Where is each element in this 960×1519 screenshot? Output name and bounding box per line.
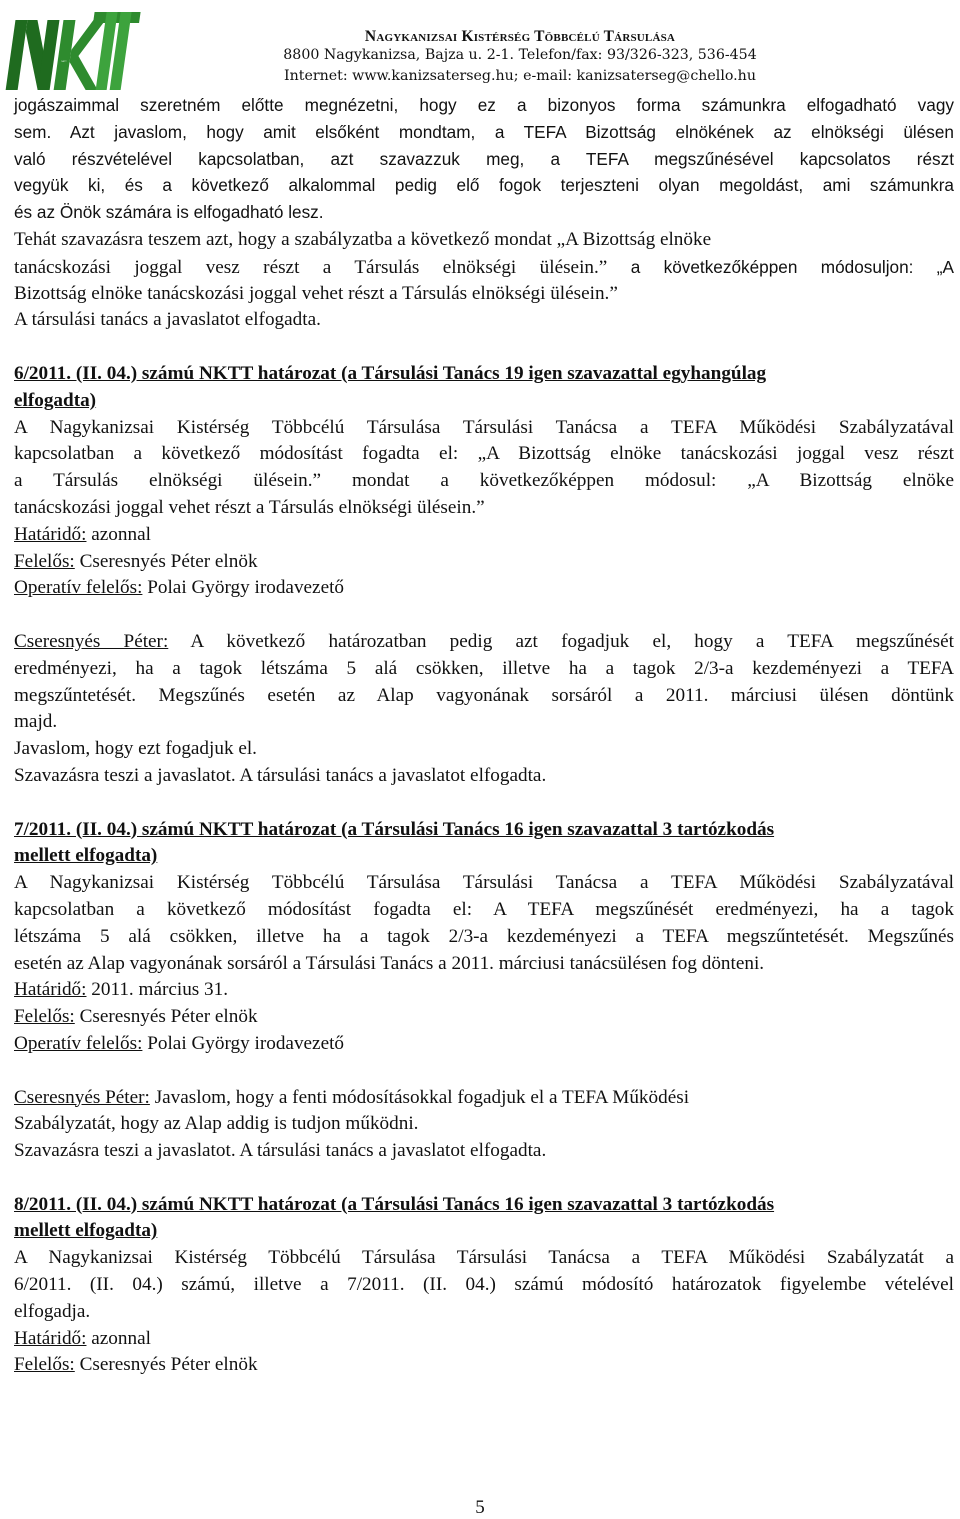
text-line: eredményezi, ha a tagok létszáma 5 alá csökken, illetve ha a tagok 2/3-a kezdeményezi a TEFA (14, 657, 954, 679)
text-line: Szavazásra teszi a javaslatot. A társulási tanács a javaslatot elfogadta. (14, 764, 547, 786)
text-line: majd. (14, 711, 58, 733)
resolution-title: mellett elfogadta) (14, 845, 158, 867)
text-line: elfogadja. (14, 1300, 91, 1322)
deadline-value: azonnal (86, 1327, 151, 1349)
resolution-8 (14, 1192, 954, 1380)
operative-label: Operatív felelős: (14, 1032, 143, 1054)
contact-line: Internet: www.kanizsaterseg.hu; e-mail: kanizsaterseg@chello.hu (284, 68, 756, 84)
operative-line (14, 575, 954, 602)
vote-paragraph (14, 227, 954, 334)
text-line: Szabályzatát, hogy az Alap addig is tudjon működni. (14, 1113, 419, 1135)
continued-paragraph (14, 92, 954, 226)
text-line: Tehát szavazásra teszem azt, hogy a szabályzatba a következő mondat „A Bizottság elnöke (14, 229, 712, 250)
text-line: Javaslom, hogy ezt fogadjuk el. (14, 738, 257, 760)
text-line: A Nagykanizsai Kistérség Többcélú Társulása Társulási Tanácsa a TEFA Működési Szabályzatával (14, 872, 954, 894)
text-line: a Társulás elnökségi ülésein.” mondat a következőképpen módosul: „A Bizottság elnöke (14, 470, 954, 492)
svg-text:NKTT: NKTT (61, 61, 67, 63)
responsible-line (14, 1004, 954, 1031)
text-line: vegyük ki, és a következő alkalommal pedig elő fogok terjeszteni olyan megoldást, ami számunkra (14, 175, 954, 196)
address-line: 8800 Nagykanizsa, Bajza u. 2-1. Telefon/fax: 93/326-323, 536-454 (283, 47, 757, 63)
speaker-name: Cseresnyés Péter: (14, 1086, 150, 1108)
text-line: Bizottság elnöke tanácskozási joggal vehet részt a Társulás elnökségi ülésein.” (14, 282, 618, 304)
text-line: létszáma 5 alá csökken, illetve ha a tagok 2/3-a kezdeményezi a TEFA megszűntetését. Megszűnés (14, 925, 954, 947)
responsible-label: Felelős: (14, 1354, 75, 1376)
text-line: A Nagykanizsai Kistérség Többcélú Társulása Társulási Tanácsa a TEFA Működési Szabályzatát a (14, 1247, 954, 1269)
speaker-name: Cseresnyés Péter: (14, 630, 169, 652)
responsible-value: Cseresnyés Péter elnök (74, 1354, 258, 1376)
resolution-7 (14, 817, 954, 1058)
text-line: A társulási tanács a javaslatot elfogadta. (14, 309, 321, 331)
text-line: A Nagykanizsai Kistérség Többcélú Társulása Társulási Tanácsa a TEFA Működési Szabályzatával (14, 416, 954, 438)
resolution-title: 6/2011. (II. 04.) számú NKTT határozat (a Társulási Tanács 19 igen szavazattal egyhangúlag (14, 362, 767, 384)
speech-text: Javaslom, hogy a fenti módosításokkal fogadjuk el a TEFA Működési (149, 1086, 690, 1108)
responsible-line (14, 549, 954, 576)
deadline-label: Határidő: (14, 1327, 87, 1349)
text-line: és az Önök számára is elfogadható lesz. (14, 202, 324, 223)
quoted-text: tanácskozási joggal vesz részt a Társulás elnökségi ülésein.” (14, 256, 608, 278)
resolution-title: 7/2011. (II. 04.) számú NKTT határozat (a Társulási Tanács 16 igen szavazattal 3 tartózkodás (14, 818, 775, 840)
organization-name: Nagykanizsai Kistérség Többcélú Társulása (364, 28, 676, 45)
nktt-logo (4, 2, 144, 98)
speaker-paragraph-2 (14, 1085, 954, 1165)
text-span: a következőképpen módosuljon: „A (607, 256, 954, 277)
operative-value: Polai György irodavezető (142, 1032, 345, 1054)
text-line: kapcsolatban a következő módosítást fogadta el: „A Bizottság elnöke tanácskozási joggal vesz részt (14, 443, 954, 465)
resolution-title: mellett elfogadta) (14, 1220, 158, 1242)
text-line: Szavazásra teszi a javaslatot. A társulási tanács a javaslatot elfogadta. (14, 1140, 547, 1162)
document-body (14, 227, 954, 1379)
resolution-title: 8/2011. (II. 04.) számú NKTT határozat (a Társulási Tanács 16 igen szavazattal 3 tartózkodás (14, 1193, 775, 1215)
deadline-line (14, 522, 954, 549)
deadline-label: Határidő: (14, 979, 87, 1001)
operative-label: Operatív felelős: (14, 577, 143, 599)
responsible-value: Cseresnyés Péter elnök (74, 550, 258, 572)
text-line: való részvételével kapcsolatban, azt szavazzuk meg, a TEFA megszűnésével kapcsolatos részt (14, 148, 954, 169)
operative-value: Polai György irodavezető (142, 577, 345, 599)
deadline-line (14, 977, 954, 1004)
responsible-label: Felelős: (14, 1006, 75, 1028)
text-line: esetén az Alap vagyonának sorsáról a Társulási Tanács a 2011. márciusi tanácsülésen fog dönteni. (14, 952, 765, 974)
nktt-logo-graphic (4, 2, 144, 98)
deadline-label: Határidő: (14, 523, 87, 545)
resolution-title: elfogadta) (14, 389, 97, 411)
responsible-line (14, 1352, 954, 1379)
deadline-line (14, 1326, 954, 1353)
operative-line (14, 1031, 954, 1058)
page-number: 5 (475, 1497, 485, 1518)
deadline-value: 2011. március 31. (86, 979, 229, 1001)
text-line: tanácskozási joggal vehet részt a Társulás elnökségi ülésein.” (14, 496, 485, 518)
text-line (14, 629, 954, 656)
speaker-paragraph-1 (14, 629, 954, 790)
resolution-6 (14, 361, 954, 602)
text-line (14, 1085, 954, 1112)
text-line: sem. Azt javaslom, hogy amit elsőként mondtam, a TEFA Bizottság elnökének az elnökségi ülésen (14, 121, 954, 142)
text-line (14, 254, 954, 281)
text-line: kapcsolatban a következő módosítást fogadta el: A TEFA megszűnését eredményezi, ha a tagok (14, 898, 954, 920)
deadline-value: azonnal (86, 523, 151, 545)
text-line: megszűntetését. Megszűnés esetén az Alap vagyonának sorsáról a 2011. márciusi ülésen döntünk (14, 684, 954, 706)
text-line: jogászaimmal szeretném előtte megnézetni, hogy ez a bizonyos forma számunkra elfogadható vagy (14, 95, 954, 115)
speech-text: A következő határozatban pedig azt fogadjuk el, hogy a TEFA megszűnését (168, 630, 954, 652)
letterhead (200, 28, 840, 87)
responsible-label: Felelős: (14, 550, 75, 572)
responsible-value: Cseresnyés Péter elnök (74, 1006, 258, 1028)
text-line: 6/2011. (II. 04.) számú, illetve a 7/2011. (II. 04.) számú módosító határozatok figyelembe vételével (14, 1274, 954, 1296)
